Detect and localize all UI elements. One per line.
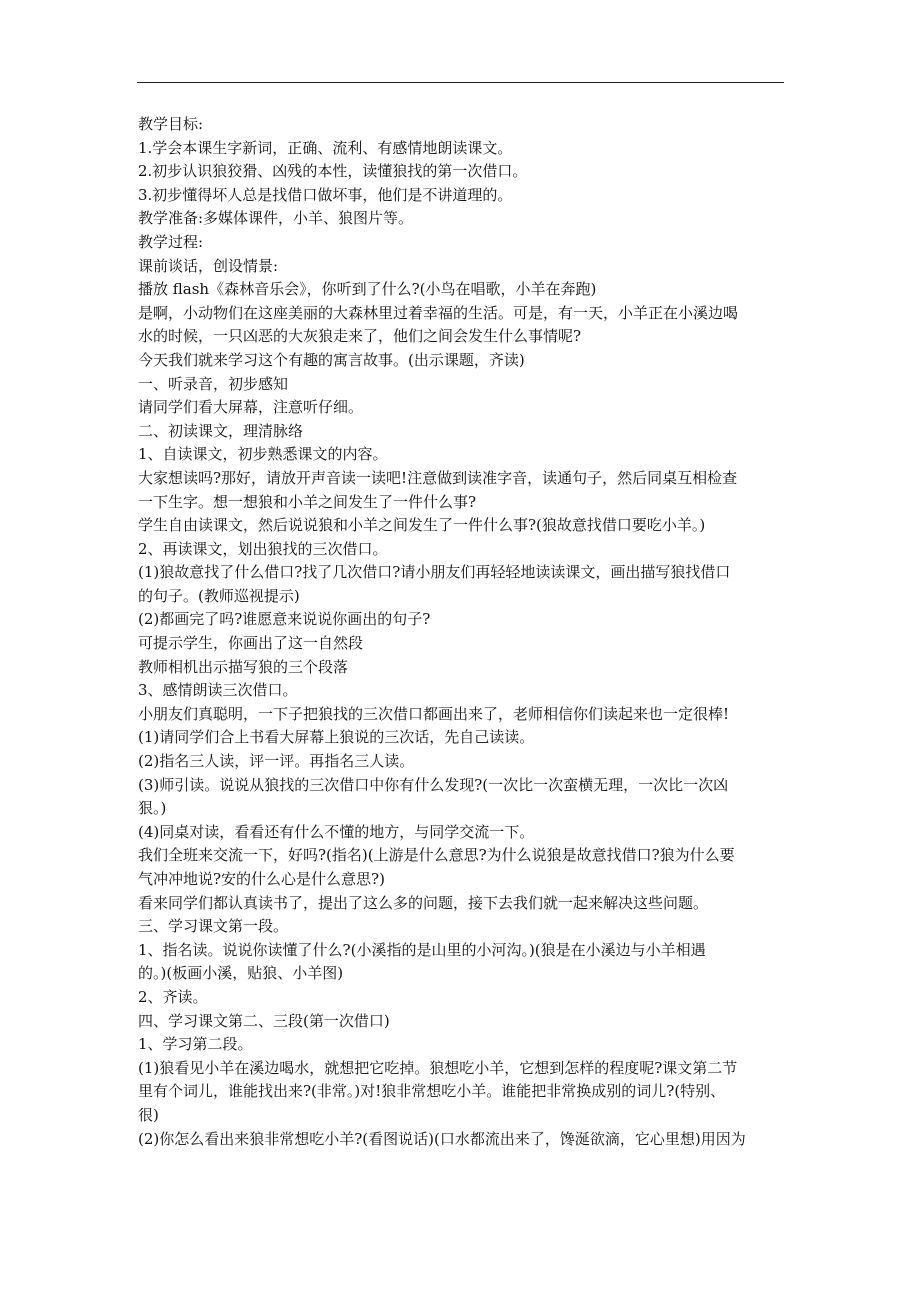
text-line: 教师相机出示描写狼的三个段落 — [138, 657, 349, 676]
text-line: 是啊，小动物们在这座美丽的大森林里过着幸福的生活。可是，有一天，小羊正在小溪边喝 — [138, 303, 739, 322]
text-line: (2)都画完了吗?谁愿意来说说你画出的句子? — [138, 610, 431, 629]
text-line: 一下生字。想一想狼和小羊之间发生了一件什么事? — [138, 492, 477, 511]
text-line: (2)指名三人读，评一评。再指名三人读。 — [138, 752, 415, 771]
text-line: 1、指名读。说说你读懂了什么?(小溪指的是山里的小河沟。)(狼是在小溪边与小羊相遇 — [138, 940, 706, 959]
text-line: 教学目标: — [138, 115, 204, 133]
text-line: 的句子。(教师巡视提示) — [138, 586, 300, 605]
text-line: 1、自读课文，初步熟悉课文的内容。 — [138, 445, 388, 464]
text-line: 1.学会本课生字新词，正确、流利、有感情地朗读课文。 — [138, 138, 513, 157]
text-line: 水的时候，一只凶恶的大灰狼走来了，他们之间会发生什么事情呢? — [138, 327, 582, 346]
text-line: 狠。) — [138, 799, 167, 818]
text-line: (1)请同学们合上书看大屏幕上狼说的三次话，先自己读读。 — [138, 728, 535, 747]
text-line: 的。)(板画小溪，贴狼、小羊图) — [138, 964, 344, 983]
header-rule — [137, 82, 784, 83]
text-line: 教学准备:多媒体课件，小羊、狼图片等。 — [138, 209, 414, 228]
text-line: 2、齐读。 — [138, 987, 208, 1006]
text-line: (1)狼故意找了什么借口?找了几次借口?请小朋友们再轻轻地读读课文，画出描写狼找借口 — [138, 563, 731, 582]
text-line: 二、初读课文，理清脉络 — [138, 421, 304, 440]
text-line: 三、学习课文第一段。 — [138, 917, 289, 936]
text-line: 教学过程: — [138, 232, 204, 251]
text-line: 2.初步认识狼狡猾、凶残的本性，读懂狼找的第一次借口。 — [138, 162, 528, 181]
text-line: 今天我们就来学习这个有趣的寓言故事。(出示课题，齐读) — [138, 350, 525, 369]
text-line: 2、再读课文，划出狼找的三次借口。 — [138, 539, 388, 558]
text-line: 大家想读吗?那好，请放开声音读一读吧!注意做到读准字音，读通句子，然后同桌互相检查 — [138, 468, 738, 487]
text-line: 小朋友们真聪明，一下子把狼找的三次借口都画出来了，老师相信你们读起来也一定很棒! — [138, 704, 730, 723]
text-line: 我们全班来交流一下，好吗?(指名)(上游是什么意思?为什么说狼是故意找借口?狼为什么要 — [138, 846, 735, 865]
text-line: 一、听录音，初步感知 — [138, 374, 289, 393]
text-line: (1)狼看见小羊在溪边喝水，就想把它吃掉。狼想吃小羊，它想到怎样的程度呢?课文第二节 — [138, 1058, 738, 1077]
text-line: 3.初步懂得坏人总是找借口做坏事，他们是不讲道理的。 — [138, 185, 513, 204]
text-line: 播放 flash《森林音乐会》，你听到了什么?(小鸟在唱歌，小羊在奔跑) — [138, 280, 597, 299]
text-line: 3、感情朗读三次借口。 — [138, 681, 298, 700]
text-line: 请同学们看大屏幕，注意听仔细。 — [138, 398, 364, 417]
text-line: 气冲冲地说?安的什么心是什么意思?) — [138, 870, 385, 888]
text-line: (4)同桌对读，看看还有什么不懂的地方，与同学交流一下。 — [138, 822, 535, 841]
text-line: 学生自由读课文，然后说说狼和小羊之间发生了一件什么事?(狼故意找借口要吃小羊。) — [138, 516, 706, 535]
text-line: (2)你怎么看出来狼非常想吃小羊?(看图说话)(口水都流出来了，馋涎欲滴，它心里想)用因为 — [138, 1129, 746, 1148]
text-line: 看来同学们都认真读书了，提出了这么多的问题，接下去我们就一起来解决这些问题。 — [138, 893, 709, 912]
text-line: 可提示学生，你画出了这一自然段 — [138, 634, 364, 653]
document-body — [138, 113, 788, 1151]
text-line: (3)师引读。说说从狼找的三次借口中你有什么发现?(一次比一次蛮横无理，一次比一次凶 — [138, 775, 729, 794]
text-line: 四、学习课文第二、三段(第一次借口) — [138, 1011, 390, 1030]
text-line: 课前谈话，创设情景: — [138, 256, 279, 275]
text-line: 里有个词儿，谁能找出来?(非常。)对!狼非常想吃小羊。谁能把非常换成别的词儿?(特别、 — [138, 1082, 726, 1101]
text-line: 1、学习第二段。 — [138, 1035, 253, 1054]
text-line: 很) — [138, 1105, 159, 1124]
